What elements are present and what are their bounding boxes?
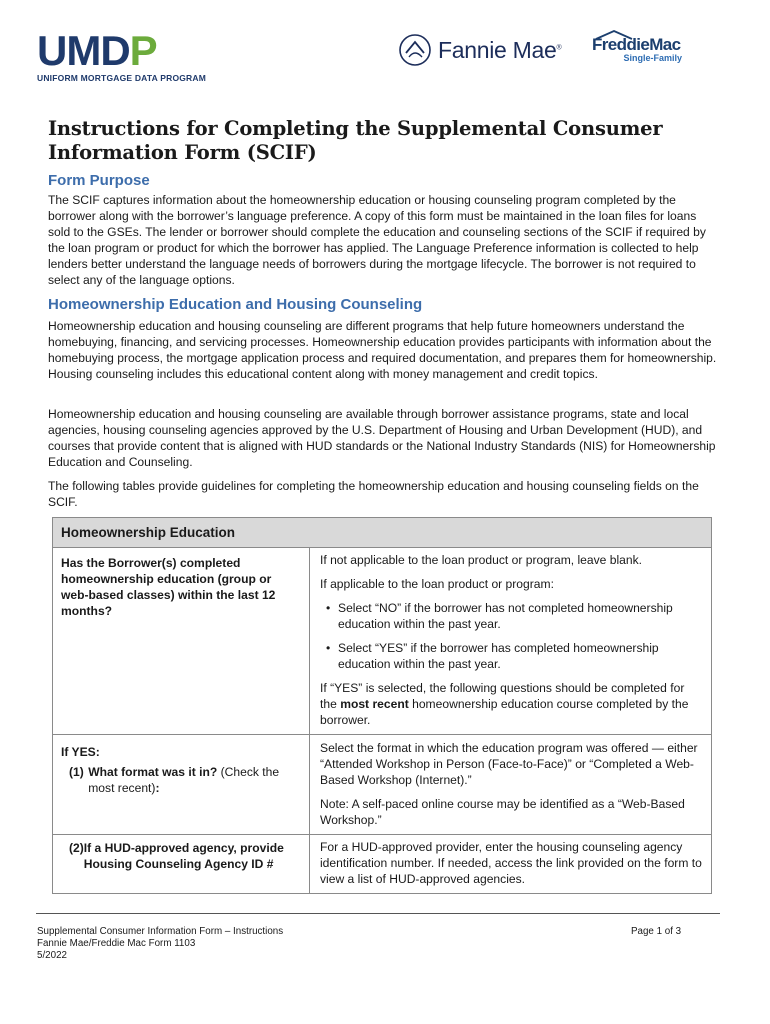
row3-question: (2) If a HUD-approved agency, provide Housing Counseling Agency ID # <box>53 835 310 894</box>
fannie-mae-registered: ® <box>556 43 562 51</box>
fannie-mae-house-icon <box>398 33 432 67</box>
page-number: Page 1 of 3 <box>631 926 682 937</box>
row1-bullets <box>320 600 703 672</box>
list-item: • Select “NO” if the borrower has not completed homeownership education within the past year. <box>336 600 703 632</box>
freddie-roof-icon <box>594 30 634 40</box>
row3-guidance: For a HUD-approved provider, enter the housing counseling agency identification number. If needed, access the link provided on the form to view a list of HUD-approved agencies. <box>310 835 712 894</box>
form-purpose-heading: Form Purpose <box>48 172 150 189</box>
footer-divider <box>36 913 720 914</box>
umdp-word-a: UMD <box>37 27 130 74</box>
row2-question: If YES: (1) What format was it in? (Check the most recent): <box>53 735 310 835</box>
fannie-mae-logo <box>398 33 561 67</box>
education-counseling-p1: Homeownership education and housing counseling are different programs that help future homeowners understand the homebuying, financing, and servicing processes. Homeownership education provides participants with information about the homebuying process, the mortgage application process and required documentation, and prepares them for homeownership. Housing counseling includes this educational content along with money management and credit topics. <box>48 319 717 381</box>
education-counseling-p3: The following tables provide guidelines for completing the homeownership education and housing counseling fields on the SCIF. <box>48 479 699 509</box>
freddie-mac-logo <box>592 35 682 63</box>
table-row <box>53 735 712 835</box>
table-heading: Homeownership Education <box>53 518 712 548</box>
umdp-subtitle: UNIFORM MORTGAGE DATA PROGRAM <box>37 73 207 83</box>
fannie-mae-text: Fannie Mae <box>438 36 557 63</box>
form-purpose-text: The SCIF captures information about the homeownership education or housing counseling program completed by the borrower along with the borrower’s language preference. A copy of this form must be maintained in the loan files for loans sold to the GSEs. The lender or borrower should complete the education and counseling sections of the SCIF if required by the loan program or product for which the borrower has applied. The Language Preference information is collected to help lenders better understand the language needs of borrowers during the mortgage lifecycle. The borrower is not required to select any of the language options. <box>48 193 706 287</box>
education-counseling-heading: Homeownership Education and Housing Counseling <box>48 296 423 313</box>
row1-guidance: If not applicable to the loan product or program, leave blank. If applicable to the loan product or program: • Select “NO” if the borrower has not completed homeownership education within the past year. • Select “YES” if the borrower has completed homeownership education within the past year. If “YES” is selected, the following questions should be completed for the most recent homeownership education course completed by the borrower. <box>310 548 712 735</box>
freddie-mac-text: FreddieMac <box>592 35 681 54</box>
umdp-logo <box>37 27 207 83</box>
table-row <box>53 548 712 735</box>
homeownership-education-table <box>52 517 712 894</box>
single-family-text: Single-Family <box>623 53 682 63</box>
list-item: • Select “YES” if the borrower has completed homeownership education within the past year. <box>336 640 703 672</box>
umdp-word-b: P <box>129 27 157 74</box>
page-title: Instructions for Completing the Supplemental Consumer Information Form (SCIF) <box>48 117 663 164</box>
education-counseling-p2: Homeownership education and housing counseling are available through borrower assistance programs, state and local agencies, housing counseling agencies approved by the U.S. Department of Housing and Urban Development (HUD), and courses that provide content that is aligned with HUD standards or the National Industry Standards (NIS) for Homeownership Education and Counseling. <box>48 407 716 469</box>
row2-guidance: Select the format in which the education program was offered — either “Attended Workshop in Person (Face-to-Face)” or “Completed a Web-Based Workshop (Internet).” Note: A self-paced online course may be identified as a “Web-Based Workshop.” <box>310 735 712 835</box>
table-row <box>53 835 712 894</box>
footer-info: Supplemental Consumer Information Form – Instructions Fannie Mae/Freddie Mac Form 1103 5/2022 <box>37 926 284 961</box>
row1-question: Has the Borrower(s) completed homeownership education (group or web-based classes) within the last 12 months? <box>53 548 310 735</box>
